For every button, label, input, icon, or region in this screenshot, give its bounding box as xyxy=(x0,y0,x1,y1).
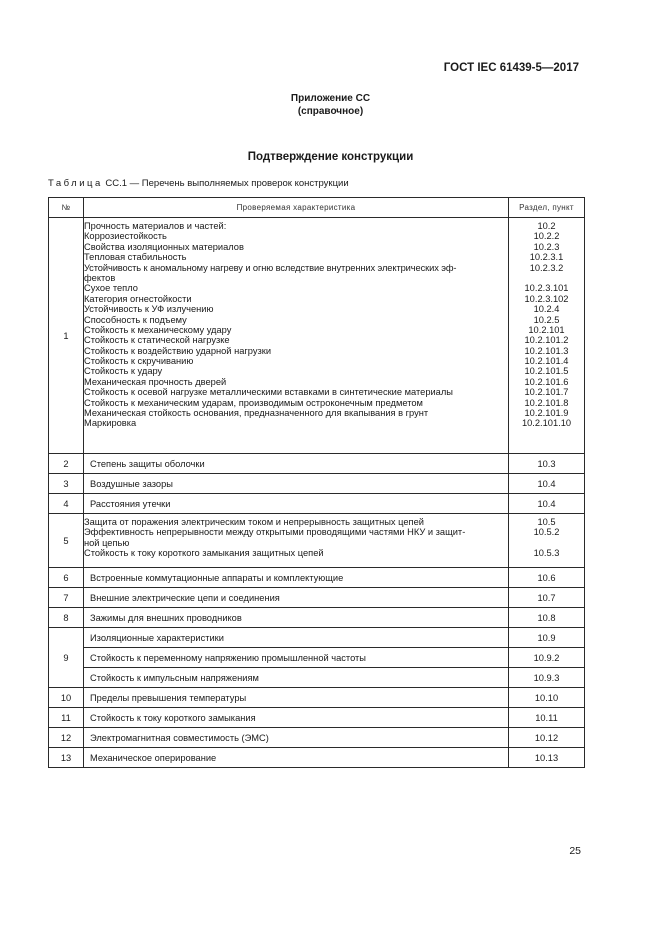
characteristic-line: Защита от поражения электрическим током и непрерывность защитных цепей xyxy=(84,517,424,527)
characteristic: Стойкость к переменному напряжению промышленной частоты xyxy=(84,648,509,668)
characteristic-line: Эффективность непрерывности между открытыми проводящими частями НКУ и защит- xyxy=(84,527,466,538)
characteristic-line: фектов xyxy=(84,272,116,283)
row-number: 4 xyxy=(49,494,84,514)
table-row xyxy=(49,514,585,568)
characteristic-line: Механическая прочность дверей xyxy=(84,376,227,387)
characteristic: Встроенные коммутационные аппараты и комплектующие xyxy=(84,568,509,588)
row-number: 1 xyxy=(49,218,84,454)
characteristic-line: Тепловая стабильность xyxy=(84,252,187,263)
row-number: 6 xyxy=(49,568,84,588)
section-ref: 10.2.101 xyxy=(528,324,565,335)
section-list xyxy=(509,514,585,568)
characteristic-line: Способность к подъему xyxy=(84,314,187,325)
section-ref: 10.2.101.7 xyxy=(524,387,569,398)
characteristic-line: Маркировка xyxy=(84,418,137,429)
section-ref: 10.2.101.4 xyxy=(524,356,569,367)
row-number: 3 xyxy=(49,474,84,494)
section-ref: 10.2.4 xyxy=(533,304,560,315)
section-ref: 10.10 xyxy=(509,688,585,708)
table-caption xyxy=(48,178,349,189)
characteristic-line: Стойкость к воздействию ударной нагрузки xyxy=(84,345,272,356)
characteristic-line: Механическая стойкость основания, предназначенного для вкапывания в грунт xyxy=(84,408,429,419)
characteristic: Степень защиты оболочки xyxy=(84,454,509,474)
section-ref: 10.5.3 xyxy=(533,548,560,559)
section-ref: 10.2.5 xyxy=(533,314,560,325)
characteristic-line: ной цепью xyxy=(84,537,130,548)
section-ref xyxy=(509,273,584,283)
table-row xyxy=(49,668,585,688)
characteristic: Внешние электрические цепи и соединения xyxy=(84,588,509,608)
appendix-heading xyxy=(0,92,661,118)
section-ref: 10.8 xyxy=(509,608,585,628)
row-number: 11 xyxy=(49,708,84,728)
section-ref: 10.13 xyxy=(509,748,585,768)
characteristic: Механическое оперирование xyxy=(84,748,509,768)
characteristic-line: Стойкость к осевой нагрузке металлическими вставками в синтетические материалы xyxy=(84,387,453,398)
characteristic: Изоляционные характеристики xyxy=(84,628,509,648)
table-row xyxy=(49,648,585,668)
characteristic-line: Устойчивость к УФ излучению xyxy=(84,304,214,315)
section-ref: 10.12 xyxy=(509,728,585,748)
section-ref: 10.5 xyxy=(537,517,556,527)
section-ref: 10.2.3.102 xyxy=(524,293,569,304)
section-ref: 10.2.101.9 xyxy=(524,408,569,419)
section-ref: 10.2.3.101 xyxy=(524,283,569,294)
characteristic-line: Свойства изоляционных материалов xyxy=(84,241,244,252)
section-ref: 10.2.3.2 xyxy=(529,262,564,273)
characteristic-line: Устойчивость к аномальному нагреву и огню вследствие внутренних электрических эф- xyxy=(84,262,457,273)
section-ref: 10.6 xyxy=(509,568,585,588)
section-ref: 10.3 xyxy=(509,454,585,474)
characteristic: Расстояния утечки xyxy=(84,494,509,514)
characteristic-line: Стойкость к статической нагрузке xyxy=(84,335,230,346)
section-ref: 10.2.101.8 xyxy=(524,397,569,408)
characteristic-line: Сухое тепло xyxy=(84,283,138,294)
characteristic-list xyxy=(84,218,509,454)
header-section: Раздел, пункт xyxy=(509,198,585,218)
header-num: № xyxy=(49,198,84,218)
section-ref: 10.2 xyxy=(537,221,556,231)
appendix-title: Приложение СС xyxy=(290,93,371,104)
section-ref: 10.7 xyxy=(509,588,585,608)
row-number: 5 xyxy=(49,514,84,568)
table-row xyxy=(49,688,585,708)
table-row xyxy=(49,728,585,748)
header-characteristic: Проверяемая характеристика xyxy=(84,198,509,218)
section-ref: 10.5.2 xyxy=(533,527,560,538)
table-row xyxy=(49,474,585,494)
section-ref: 10.9.3 xyxy=(509,668,585,688)
row-number: 10 xyxy=(49,688,84,708)
standard-designation: ГОСТ IEC 61439-5—2017 xyxy=(443,62,579,74)
table-header-row xyxy=(49,198,585,218)
characteristic: Воздушные зазоры xyxy=(84,474,509,494)
characteristic: Пределы превышения температуры xyxy=(84,688,509,708)
row-number: 9 xyxy=(49,628,84,688)
section-ref: 10.9.2 xyxy=(509,648,585,668)
section-ref: 10.2.3 xyxy=(533,241,560,252)
characteristic-line: Коррозиестойкость xyxy=(84,231,167,242)
characteristic-list xyxy=(84,514,509,568)
section-ref: 10.4 xyxy=(509,494,585,514)
section-ref xyxy=(509,538,584,548)
section-ref: 10.9 xyxy=(509,628,585,648)
section-ref: 10.2.3.1 xyxy=(529,252,564,263)
appendix-subtitle: (справочное) xyxy=(297,106,364,117)
row-number: 7 xyxy=(49,588,84,608)
section-ref: 10.11 xyxy=(509,708,585,728)
table-row xyxy=(49,218,585,454)
section-ref: 10.2.101.10 xyxy=(521,418,572,429)
characteristic-line: Стойкость к току короткого замыкания защитных цепей xyxy=(84,548,324,559)
table-row xyxy=(49,454,585,474)
table-caption-prefix: Таблица xyxy=(48,178,103,189)
characteristic-line: Стойкость к удару xyxy=(84,366,163,377)
table-row xyxy=(49,708,585,728)
table-caption-text: СС.1 — Перечень выполняемых проверок конструкции xyxy=(102,178,349,189)
characteristic-line: Стойкость к скручиванию xyxy=(84,356,194,367)
characteristic: Зажимы для внешних проводников xyxy=(84,608,509,628)
row-number: 13 xyxy=(49,748,84,768)
section-ref: 10.2.101.3 xyxy=(524,345,569,356)
section-ref: 10.2.101.6 xyxy=(524,376,569,387)
characteristic: Электромагнитная совместимость (ЭМС) xyxy=(84,728,509,748)
row-number: 12 xyxy=(49,728,84,748)
verification-table xyxy=(48,197,585,768)
characteristic-line: Категория огнестойкости xyxy=(84,293,192,304)
characteristic-line: Стойкость к механическому удару xyxy=(84,324,232,335)
table-row xyxy=(49,568,585,588)
section-ref: 10.2.101.2 xyxy=(524,335,569,346)
characteristic-line: Стойкость к механическим ударам, производимым остроконечным предметом xyxy=(84,397,423,408)
table-row xyxy=(49,588,585,608)
table-row xyxy=(49,608,585,628)
section-ref: 10.2.101.5 xyxy=(524,366,569,377)
characteristic-line: Прочность материалов и частей: xyxy=(84,221,227,231)
characteristic: Стойкость к импульсным напряжениям xyxy=(84,668,509,688)
page-number: 25 xyxy=(569,845,581,857)
characteristic: Стойкость к току короткого замыкания xyxy=(84,708,509,728)
section-ref: 10.4 xyxy=(509,474,585,494)
table-row xyxy=(49,628,585,648)
section-ref: 10.2.2 xyxy=(533,231,560,242)
row-number: 2 xyxy=(49,454,84,474)
section-title: Подтверждение конструкции xyxy=(247,151,414,163)
row-number: 8 xyxy=(49,608,84,628)
table-row xyxy=(49,494,585,514)
section-list xyxy=(509,218,585,454)
table-row xyxy=(49,748,585,768)
